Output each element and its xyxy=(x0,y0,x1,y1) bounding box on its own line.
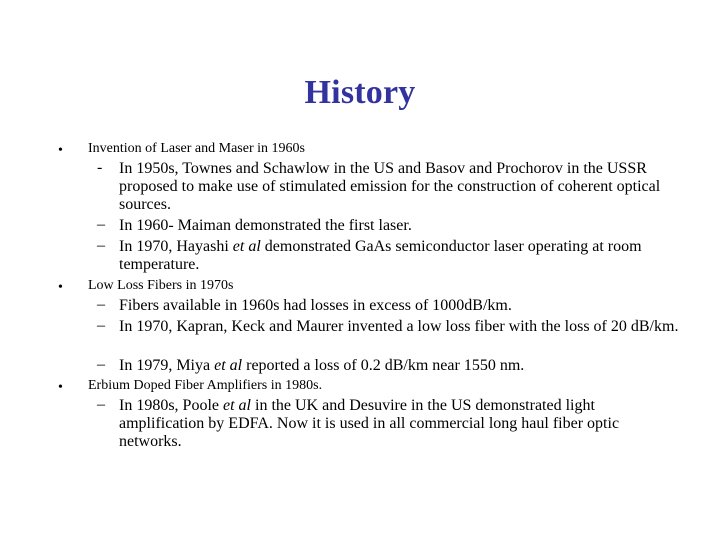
item-text: in the UK and Desuvire in the US demonstrated light amplification by EDFA. Now it is used in all commercial long haul fiber optic networks. xyxy=(119,397,620,450)
dash-icon: – xyxy=(97,216,105,233)
section-heading-fibers: Low Loss Fibers in 1970s xyxy=(88,278,234,293)
dash-icon: – xyxy=(97,237,105,254)
bullet-icon: • xyxy=(58,280,63,295)
item-text: demonstrated GaAs semiconductor laser operating at room temperature. xyxy=(119,238,642,273)
item-maiman: In 1960- Maiman demonstrated the first laser. xyxy=(119,217,412,234)
item-fiber-losses: Fibers available in 1960s had losses in excess of 1000dB/km. xyxy=(119,297,512,314)
item-text: In 1979, Miya xyxy=(119,357,215,374)
bullet-icon: • xyxy=(58,380,63,395)
item-text: In 1980s, Poole xyxy=(119,397,223,414)
item-miya xyxy=(119,357,679,375)
item-text-italic: et al xyxy=(223,397,251,414)
item-text: In 1970, Hayashi xyxy=(119,238,233,255)
dash-icon: - xyxy=(97,159,103,176)
item-text-italic: et al xyxy=(214,357,243,374)
dash-icon: – xyxy=(97,296,105,313)
section-heading-lasers: Invention of Laser and Maser in 1960s xyxy=(88,141,305,156)
dash-icon: – xyxy=(97,396,105,413)
item-townes-schawlow: In 1950s, Townes and Schawlow in the US and Basov and Prochorov in the USSR proposed to make use of stimulated emission for the construction of coherent optical sources. xyxy=(119,160,661,213)
section-heading-edfa: Erbium Doped Fiber Amplifiers in 1980s. xyxy=(88,378,323,393)
item-hayashi xyxy=(119,238,679,274)
item-text: reported a loss of 0.2 dB/km near 1550 nm. xyxy=(242,357,525,374)
dash-icon: – xyxy=(97,317,105,334)
dash-icon: – xyxy=(97,356,105,373)
item-poole-desuvire xyxy=(119,397,679,451)
item-text-italic: et al xyxy=(232,238,261,255)
bullet-icon: • xyxy=(58,143,63,158)
item-kapran-keck-maurer: In 1970, Kapran, Keck and Maurer invented a low loss fiber with the loss of 20 dB/km. xyxy=(119,318,679,335)
slide-title: History xyxy=(304,74,416,111)
